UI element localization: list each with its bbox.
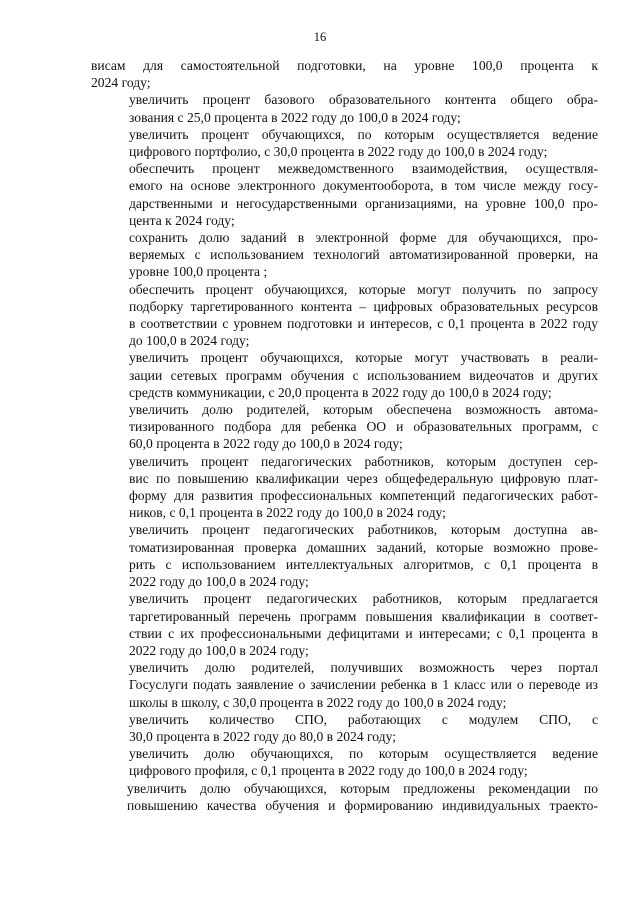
- paragraph: [91, 349, 598, 401]
- text-line: обеспечить процент межведомственного взаимодействия, осуществля-: [129, 161, 598, 177]
- text-line: увеличить процент педагогических работников, которым предлагается: [129, 591, 598, 607]
- text-line: в соответствии с уровнем подготовки и интересов, с 0,1 процента в 2022 году: [129, 316, 598, 332]
- text-line: увеличить долю родителей, получивших возможность через портал: [129, 660, 598, 676]
- text-line: увеличить долю обучающихся, по которым осуществляется ведение: [129, 746, 598, 762]
- text-line: цифрового портфолио, с 30,0 процента в 2022 году до 100,0 в 2024 году;: [129, 144, 548, 160]
- text-line: висам для самостоятельной подготовки, на уровне 100,0 процента к: [91, 58, 598, 73]
- paragraph: [91, 780, 598, 814]
- paragraph: [91, 521, 598, 590]
- text-line: увеличить процент базового образовательного контента общего обра-: [129, 92, 598, 108]
- text-line: увеличить долю родителей, которым обеспечена возможность автома-: [129, 402, 598, 418]
- paragraph: [91, 281, 598, 350]
- paragraph: [91, 401, 598, 453]
- text-line: до 100,0 в 2024 году;: [129, 333, 250, 349]
- text-line: средств коммуникации, с 20,0 процента в 2022 году до 100,0 в 2024 году;: [129, 384, 552, 400]
- text-line: 2022 году до 100,0 в 2024 году;: [129, 574, 309, 590]
- text-line: тизированного подбора для ребенка ОО и образовательных программ, с: [129, 419, 598, 435]
- document-body: [91, 57, 598, 814]
- text-line: 30,0 процента в 2022 году до 80,0 в 2024 году;: [129, 728, 396, 744]
- text-line: томатизированная проверка домашних заданий, которые возможно прове-: [129, 539, 598, 555]
- text-line: ников, с 0,1 процента в 2022 году до 100,0 в 2024 году;: [129, 505, 446, 521]
- text-line: увеличить количество СПО, работающих с модулем СПО, с: [129, 711, 598, 727]
- paragraph: [91, 711, 598, 745]
- text-line: повышению качества обучения и формированию индивидуальных траекто-: [127, 797, 598, 813]
- text-line: зации сетевых программ обучения с использованием видеочатов и других: [129, 367, 598, 383]
- text-line: подборку таргетированного контента – цифровых образовательных ресурсов: [129, 298, 598, 314]
- text-line: рить с использованием интеллектуальных алгоритмов, с 0,1 процента в: [129, 556, 598, 572]
- paragraph: [91, 659, 598, 711]
- paragraph: [91, 745, 598, 779]
- text-line: увеличить процент педагогических работников, которым доступен сер-: [129, 453, 598, 469]
- paragraph: [91, 453, 598, 522]
- text-line: уровне 100,0 процента ;: [129, 264, 268, 280]
- text-line: емого на основе электронного документооборота, в том числе между госу-: [129, 178, 598, 194]
- text-line: вис по повышению квалификации через общефедеральную цифровую плат-: [129, 470, 598, 486]
- paragraph: [91, 229, 598, 281]
- text-line: цента к 2024 году;: [129, 212, 235, 228]
- text-line: таргетированный перечень программ повышения квалификации в соответ-: [129, 608, 598, 624]
- text-line: обеспечить процент обучающихся, которые могут получить по запросу: [129, 281, 598, 297]
- text-line: 60,0 процента в 2022 году до 100,0 в 2024 году;: [129, 436, 403, 452]
- text-line: Госуслуги подать заявление о зачислении ребенка в 1 класс или о переводе из: [129, 677, 598, 693]
- text-line: школы в школу, с 30,0 процента в 2022 году до 100,0 в 2024 году;: [129, 694, 507, 710]
- text-line: зования с 25,0 процента в 2022 году до 100,0 в 2024 году;: [129, 109, 461, 125]
- page-number: 16: [313, 30, 327, 44]
- text-line: 2022 году до 100,0 в 2024 году;: [129, 642, 309, 658]
- paragraph: [91, 160, 598, 229]
- text-line: сохранить долю заданий в электронной форме для обучающихся, про-: [129, 230, 598, 246]
- text-line: увеличить процент обучающихся, по которым осуществляется ведение: [129, 126, 598, 142]
- paragraph: [91, 57, 598, 91]
- text-line: цифрового профиля, с 0,1 процента в 2022 году до 100,0 в 2024 году;: [129, 763, 528, 779]
- text-line: увеличить долю обучающихся, которым предложены рекомендации по: [127, 780, 598, 796]
- paragraph: [91, 590, 598, 659]
- text-line: веряемых с использованием технологий автоматизированной проверки, на: [129, 247, 598, 263]
- text-line: форму для развития профессиональных компетенций педагогических работ-: [129, 488, 598, 504]
- text-line: 2024 году;: [91, 75, 151, 91]
- text-line: увеличить процент педагогических работников, которым доступна ав-: [129, 522, 598, 538]
- text-line: увеличить процент обучающихся, которые могут участвовать в реали-: [129, 350, 598, 366]
- text-line: дарственными и негосударственными организациями, на уровне 100,0 про-: [129, 195, 598, 211]
- paragraph: [91, 91, 598, 125]
- paragraph: [91, 126, 598, 160]
- text-line: ствии с их профессиональными дефицитами и интересами; с 0,1 процента в: [129, 625, 598, 641]
